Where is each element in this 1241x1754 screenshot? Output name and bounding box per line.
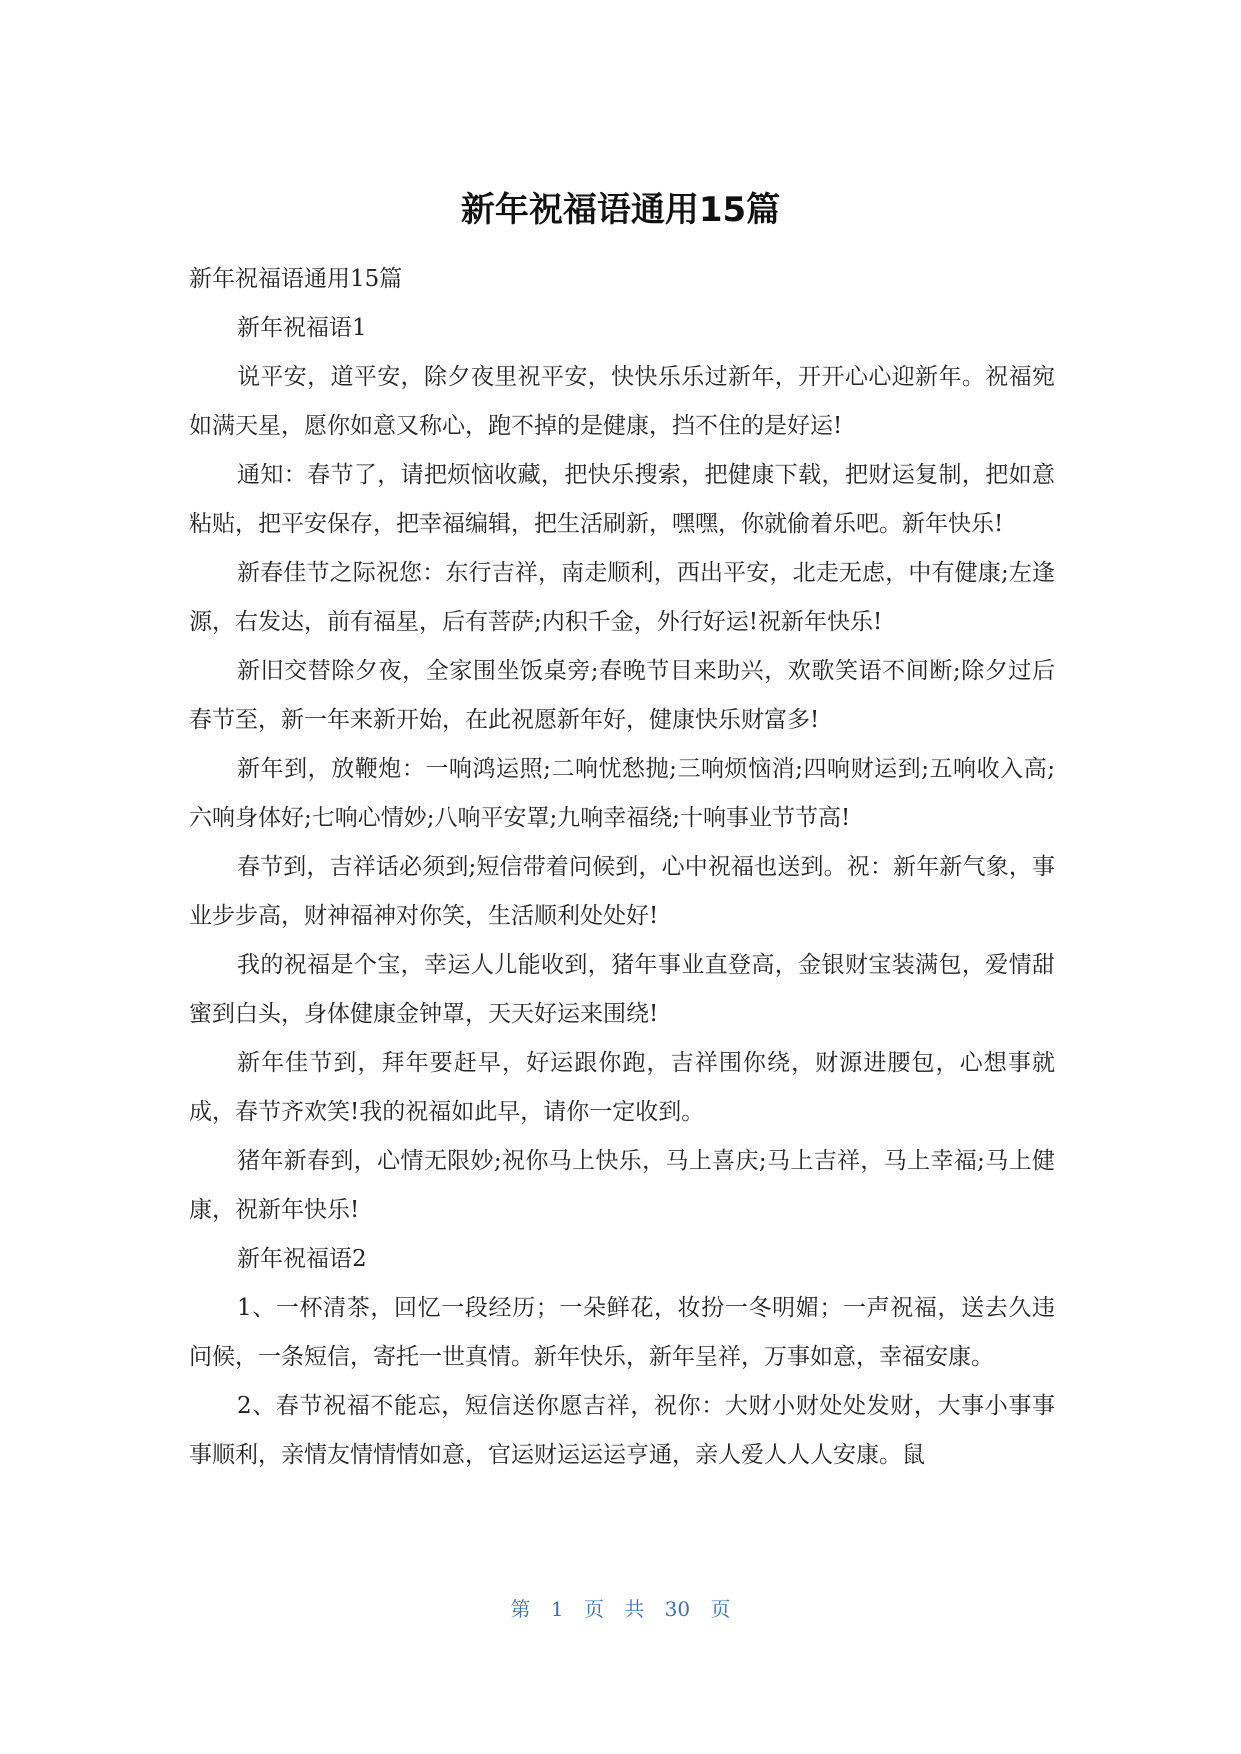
paragraph: 通知：春节了，请把烦恼收藏，把快乐搜索，把健康下载，把财运复制，把如意粘贴，把平安保存，把幸福编辑，把生活刷新，嘿嘿，你就偷着乐吧。新年快乐!	[189, 462, 1055, 537]
paragraph: 猪年新春到，心情无限妙;祝你马上快乐，马上喜庆;马上吉祥，马上幸福;马上健康，祝新年快乐!	[189, 1148, 1055, 1223]
paragraph: 1、一杯清茶，回忆一段经历；一朵鲜花，妆扮一冬明媚；一声祝福，送去久违问候，一条短信，寄托一世真情。新年快乐，新年呈祥，万事如意，幸福安康。	[189, 1295, 1055, 1370]
paragraph: 新年佳节到，拜年要赶早，好运跟你跑，吉祥围你绕，财源进腰包，心想事就成，春节齐欢笑!我的祝福如此早，请你一定收到。	[189, 1050, 1055, 1125]
paragraph: 新旧交替除夕夜，全家围坐饭桌旁;春晚节目来助兴，欢歌笑语不间断;除夕过后春节至，新一年来新开始，在此祝愿新年好，健康快乐财富多!	[189, 658, 1055, 733]
page-number-footer: 第 1 页 共 30 页	[510, 1597, 731, 1621]
section-heading-2: 新年祝福语2	[237, 1246, 367, 1272]
paragraph: 新年到，放鞭炮：一响鸿运照;二响忧愁抛;三响烦恼消;四响财运到;五响收入高;六响身体好;七响心情妙;八响平安罩;九响幸福绕;十响事业节节高!	[189, 756, 1055, 831]
document-title: 新年祝福语通用15篇	[460, 190, 781, 230]
paragraph: 我的祝福是个宝，幸运人儿能收到，猪年事业直登高，金银财宝装满包，爱情甜蜜到白头，身体健康金钟罩，天天好运来围绕!	[189, 952, 1055, 1027]
paragraph: 说平安，道平安，除夕夜里祝平安，快快乐乐过新年，开开心心迎新年。祝福宛如满天星，愿你如意又称心，跑不掉的是健康，挡不住的是好运!	[189, 364, 1055, 439]
paragraph: 春节到，吉祥话必须到;短信带着问候到，心中祝福也送到。祝：新年新气象，事业步步高，财神福神对你笑，生活顺利处处好!	[189, 854, 1055, 929]
paragraph: 2、春节祝福不能忘，短信送你愿吉祥，祝你：大财小财处处发财，大事小事事事顺利，亲情友情情情如意，官运财运运运亨通，亲人爱人人人安康。鼠	[189, 1393, 1055, 1468]
document-body	[189, 255, 1055, 1480]
paragraph: 新春佳节之际祝您：东行吉祥，南走顺利，西出平安，北走无虑，中有健康;左逢源，右发达，前有福星，后有菩萨;内积千金，外行好运!祝新年快乐!	[189, 560, 1055, 635]
document-subtitle: 新年祝福语通用15篇	[189, 266, 403, 292]
section-heading-1: 新年祝福语1	[237, 315, 367, 341]
